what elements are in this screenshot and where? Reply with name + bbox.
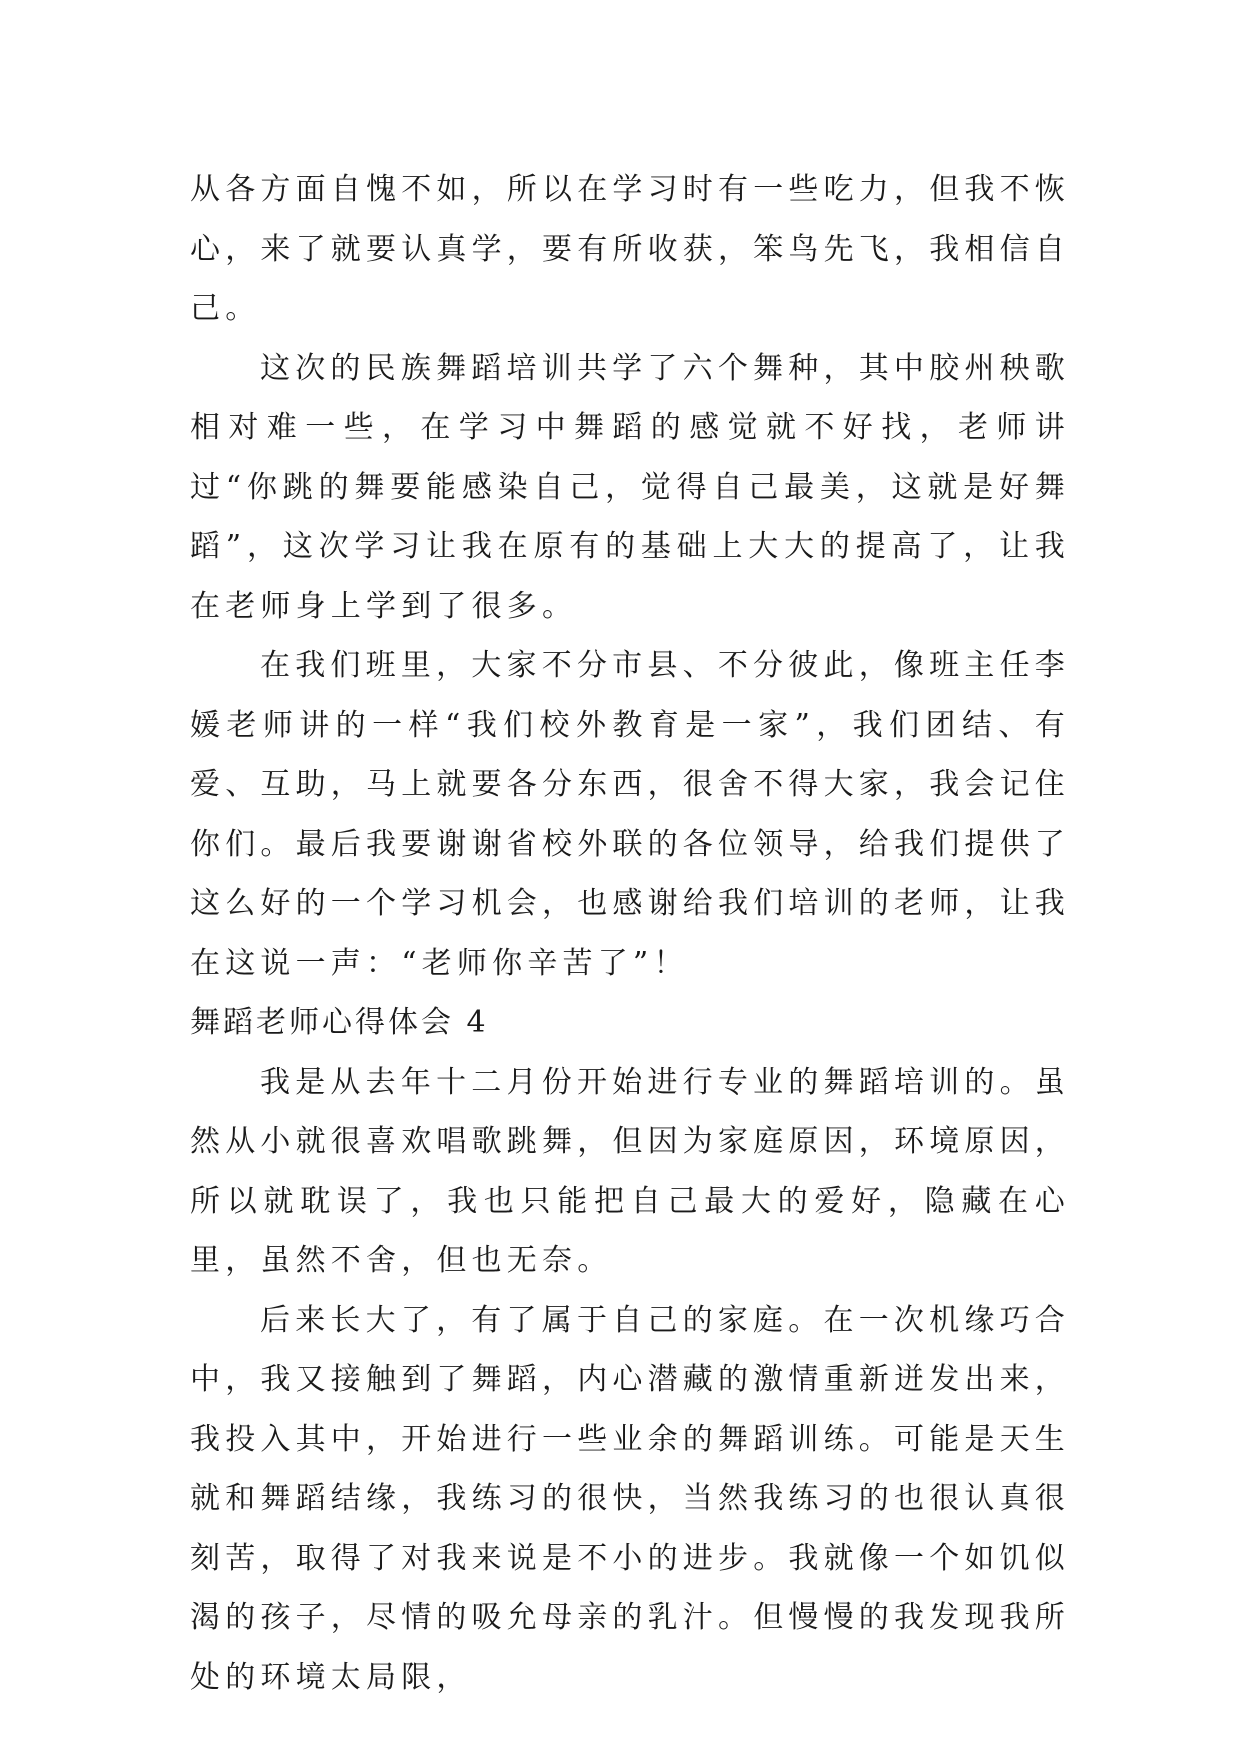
document-body — [190, 160, 1070, 1707]
paragraph-1: 从各方面自愧不如，所以在学习时有一些吃力，但我不恢心，来了就要认真学，要有所收获，笨鸟先飞，我相信自己。 — [190, 172, 1070, 326]
paragraph-3: 在我们班里，大家不分市县、不分彼此，像班主任李媛老师讲的一样“我们校外教育是一家”，我们团结、有爱、互助，马上就要各分东西，很舍不得大家，我会记住你们。最后我要谢谢省校外联的各位领导，给我们提供了这么好的一个学习机会，也感谢给我们培训的老师，让我在这说一声：“老师你辛苦了”！ — [190, 648, 1070, 981]
section-paragraph-2: 后来长大了，有了属于自己的家庭。在一次机缘巧合中，我又接触到了舞蹈，内心潜藏的激情重新迸发出来，我投入其中，开始进行一些业余的舞蹈训练。可能是天生就和舞蹈结缘，我练习的很快，当然我练习的也很认真很刻苦，取得了对我来说是不小的进步。我就像一个如饥似渴的孩子，尽情的吸允母亲的乳汁。但慢慢的我发现我所处的环境太局限， — [190, 1302, 1070, 1695]
section-paragraph-1: 我是从去年十二月份开始进行专业的舞蹈培训的。虽然从小就很喜欢唱歌跳舞，但因为家庭原因，环境原因，所以就耽误了，我也只能把自己最大的爱好，隐藏在心里，虽然不舍，但也无奈。 — [190, 1064, 1070, 1278]
section-title: 舞蹈老师心得体会 4 — [190, 1005, 489, 1040]
paragraph-2: 这次的民族舞蹈培训共学了六个舞种，其中胶州秧歌相对难一些，在学习中舞蹈的感觉就不好找，老师讲过“你跳的舞要能感染自己，觉得自己最美，这就是好舞蹈”，这次学习让我在原有的基础上大大的提高了，让我在老师身上学到了很多。 — [190, 350, 1070, 624]
